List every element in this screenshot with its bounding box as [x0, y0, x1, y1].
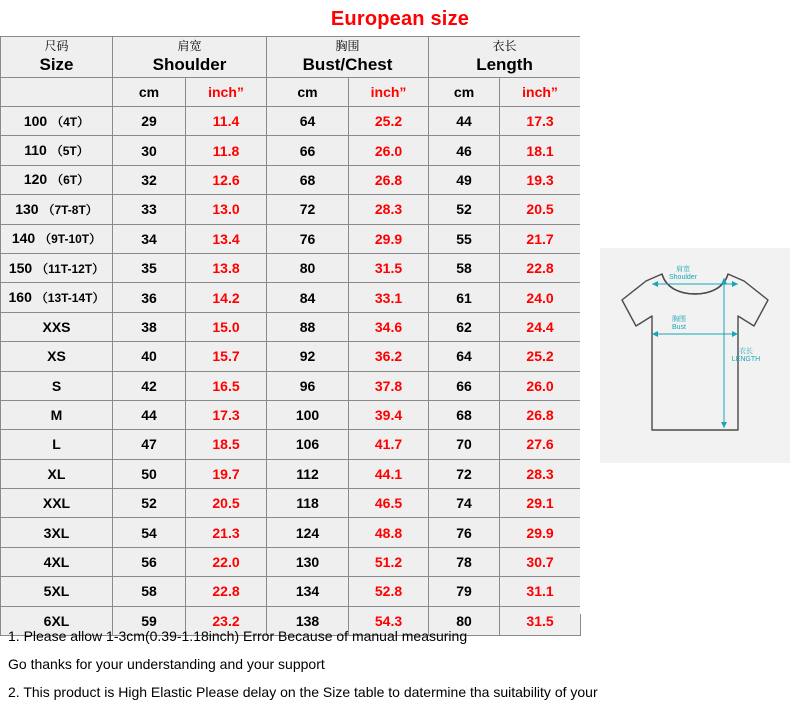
table-row [1, 107, 581, 136]
cell-length-cm: 52 [429, 195, 500, 224]
size-name: M [50, 407, 63, 424]
cell-size [1, 518, 113, 547]
size-age: （11T-12T） [36, 261, 105, 276]
cell-shoulder-inch: 22.0 [186, 547, 267, 576]
cell-bust-inch: 28.3 [349, 195, 429, 224]
table-row [1, 371, 581, 400]
unit-shoulder-inch: inch” [186, 78, 267, 107]
table-unit-row [1, 78, 581, 107]
cell-length-inch: 29.9 [500, 518, 581, 547]
length-label-cn: 衣长 [739, 348, 753, 355]
size-age: （9T-10T） [39, 232, 102, 247]
cell-bust-inch: 31.5 [349, 253, 429, 282]
cell-bust-cm: 130 [267, 547, 349, 576]
note-3: 2. This product is High Elastic Please delay on the Size table to datermine tha suitability of your [8, 684, 598, 700]
cell-length-cm: 58 [429, 253, 500, 282]
cell-length-cm: 46 [429, 136, 500, 165]
cell-size [1, 547, 113, 576]
cell-length-cm: 44 [429, 107, 500, 136]
cell-bust-cm: 96 [267, 371, 349, 400]
table-row [1, 400, 581, 429]
cell-size [1, 342, 113, 371]
cell-bust-inch: 52.8 [349, 577, 429, 606]
cell-bust-cm: 68 [267, 165, 349, 194]
cell-length-cm: 80 [429, 606, 500, 635]
cell-shoulder-inch: 14.2 [186, 283, 267, 312]
size-name: XL [47, 465, 66, 482]
cell-bust-inch: 46.5 [349, 489, 429, 518]
header-length-en: Length [476, 55, 533, 74]
table-row [1, 253, 581, 282]
size-age: （7T-8T） [42, 202, 98, 217]
note-2: Go thanks for your understanding and your support [8, 656, 325, 672]
garment-illustration-panel [580, 36, 800, 614]
unit-bust-cm: cm [267, 78, 349, 107]
cell-shoulder-cm: 59 [113, 606, 186, 635]
cell-length-cm: 72 [429, 459, 500, 488]
unit-blank [1, 78, 113, 107]
cell-size [1, 577, 113, 606]
note-1: 1. Please allow 1-3cm(0.39-1.18inch) Error Because of manual measuring [8, 628, 468, 644]
cell-shoulder-inch: 13.0 [186, 195, 267, 224]
cell-size [1, 107, 113, 136]
header-shoulder-en: Shoulder [152, 55, 227, 74]
cell-length-cm: 76 [429, 518, 500, 547]
cell-length-inch: 27.6 [500, 430, 581, 459]
unit-length-cm: cm [429, 78, 500, 107]
size-name: 100 [23, 112, 48, 129]
bust-label-cn: 胸围 [672, 316, 686, 323]
cell-length-inch: 20.5 [500, 195, 581, 224]
cell-length-cm: 70 [429, 430, 500, 459]
table-row [1, 195, 581, 224]
cell-size [1, 224, 113, 253]
cell-size [1, 371, 113, 400]
cell-bust-cm: 84 [267, 283, 349, 312]
cell-size [1, 312, 113, 341]
header-bust-cn: 胸围 [335, 39, 360, 53]
size-name: 140 [11, 230, 36, 247]
cell-shoulder-cm: 58 [113, 577, 186, 606]
cell-bust-inch: 39.4 [349, 400, 429, 429]
cell-length-inch: 24.4 [500, 312, 581, 341]
cell-bust-inch: 25.2 [349, 107, 429, 136]
cell-bust-inch: 36.2 [349, 342, 429, 371]
cell-length-inch: 26.8 [500, 400, 581, 429]
cell-length-inch: 26.0 [500, 371, 581, 400]
cell-bust-inch: 44.1 [349, 459, 429, 488]
cell-bust-cm: 76 [267, 224, 349, 253]
size-name: XS [47, 348, 66, 365]
size-name: 120 [23, 171, 48, 188]
cell-shoulder-inch: 15.0 [186, 312, 267, 341]
cell-bust-cm: 80 [267, 253, 349, 282]
cell-shoulder-inch: 13.8 [186, 253, 267, 282]
cell-size [1, 400, 113, 429]
cell-bust-inch: 26.8 [349, 165, 429, 194]
cell-shoulder-cm: 44 [113, 400, 186, 429]
cell-shoulder-cm: 54 [113, 518, 186, 547]
cell-shoulder-cm: 52 [113, 489, 186, 518]
cell-length-inch: 24.0 [500, 283, 581, 312]
cell-length-cm: 68 [429, 400, 500, 429]
cell-bust-cm: 66 [267, 136, 349, 165]
cell-size [1, 253, 113, 282]
cell-bust-inch: 54.3 [349, 606, 429, 635]
cell-shoulder-inch: 19.7 [186, 459, 267, 488]
table-row [1, 165, 581, 194]
cell-length-cm: 64 [429, 342, 500, 371]
cell-length-cm: 79 [429, 577, 500, 606]
unit-length-inch: inch” [500, 78, 581, 107]
bust-label-en: Bust [671, 324, 686, 331]
cell-bust-cm: 118 [267, 489, 349, 518]
table-row [1, 518, 581, 547]
cell-length-cm: 74 [429, 489, 500, 518]
cell-size [1, 489, 113, 518]
cell-length-inch: 25.2 [500, 342, 581, 371]
table-row [1, 136, 581, 165]
size-name: 3XL [43, 524, 70, 541]
footer-notes [0, 622, 800, 706]
shoulder-label-cn: 肩宽 [676, 266, 690, 273]
cell-length-inch: 19.3 [500, 165, 581, 194]
cell-bust-cm: 88 [267, 312, 349, 341]
cell-length-cm: 66 [429, 371, 500, 400]
cell-size [1, 283, 113, 312]
cell-size [1, 459, 113, 488]
table-row [1, 342, 581, 371]
cell-bust-cm: 100 [267, 400, 349, 429]
cell-shoulder-cm: 50 [113, 459, 186, 488]
cell-shoulder-inch: 12.6 [186, 165, 267, 194]
size-name: 110 [24, 142, 47, 159]
header-size-cn: 尺码 [44, 39, 69, 53]
cell-bust-inch: 48.8 [349, 518, 429, 547]
cell-shoulder-inch: 21.3 [186, 518, 267, 547]
cell-bust-inch: 29.9 [349, 224, 429, 253]
size-table [0, 36, 581, 636]
size-age: （4T） [51, 114, 90, 129]
cell-length-inch: 30.7 [500, 547, 581, 576]
cell-bust-cm: 138 [267, 606, 349, 635]
cell-length-cm: 61 [429, 283, 500, 312]
cell-shoulder-inch: 13.4 [186, 224, 267, 253]
size-name: 6XL [43, 612, 70, 629]
table-row [1, 430, 581, 459]
cell-bust-inch: 26.0 [349, 136, 429, 165]
cell-shoulder-cm: 29 [113, 107, 186, 136]
cell-length-inch: 31.5 [500, 606, 581, 635]
size-name: S [51, 377, 62, 394]
unit-bust-inch: inch” [349, 78, 429, 107]
table-row [1, 547, 581, 576]
cell-bust-inch: 34.6 [349, 312, 429, 341]
size-name: 150 [8, 259, 33, 276]
size-age: （5T） [50, 144, 89, 159]
cell-shoulder-inch: 22.8 [186, 577, 267, 606]
size-name: 130 [15, 200, 39, 217]
cell-length-inch: 22.8 [500, 253, 581, 282]
cell-shoulder-cm: 35 [113, 253, 186, 282]
garment-illustration [600, 248, 790, 463]
cell-bust-cm: 64 [267, 107, 349, 136]
cell-length-inch: 21.7 [500, 224, 581, 253]
cell-bust-cm: 106 [267, 430, 349, 459]
cell-shoulder-cm: 40 [113, 342, 186, 371]
cell-bust-cm: 134 [267, 577, 349, 606]
cell-shoulder-cm: 38 [113, 312, 186, 341]
cell-shoulder-cm: 42 [113, 371, 186, 400]
table-row [1, 459, 581, 488]
cell-shoulder-inch: 20.5 [186, 489, 267, 518]
cell-length-cm: 49 [429, 165, 500, 194]
header-bust [267, 37, 429, 78]
header-size [1, 37, 113, 78]
table-row [1, 283, 581, 312]
cell-bust-inch: 37.8 [349, 371, 429, 400]
bust-measure-label [658, 316, 700, 332]
cell-shoulder-inch: 18.5 [186, 430, 267, 459]
cell-shoulder-cm: 33 [113, 195, 186, 224]
cell-length-inch: 28.3 [500, 459, 581, 488]
header-length-cn: 衣长 [492, 39, 517, 53]
length-label-en: LENGTH [731, 356, 761, 363]
size-name: L [52, 436, 61, 453]
cell-size [1, 136, 113, 165]
cell-shoulder-cm: 47 [113, 430, 186, 459]
cell-shoulder-cm: 36 [113, 283, 186, 312]
header-length [429, 37, 581, 78]
cell-shoulder-cm: 34 [113, 224, 186, 253]
cell-size [1, 430, 113, 459]
cell-bust-cm: 124 [267, 518, 349, 547]
table-row [1, 489, 581, 518]
table-header-row [1, 37, 581, 78]
cell-shoulder-inch: 23.2 [186, 606, 267, 635]
shoulder-label-en: Shoulder [668, 274, 698, 281]
size-name: XXS [42, 318, 71, 335]
table-row [1, 224, 581, 253]
unit-shoulder-cm: cm [113, 78, 186, 107]
table-row [1, 312, 581, 341]
size-age: （6T） [51, 173, 90, 188]
shoulder-measure-label [658, 266, 708, 282]
page-title: European size [330, 8, 470, 30]
cell-bust-cm: 92 [267, 342, 349, 371]
header-bust-en: Bust/Chest [302, 55, 393, 74]
cell-shoulder-inch: 11.8 [186, 136, 267, 165]
cell-shoulder-inch: 11.4 [186, 107, 267, 136]
cell-bust-inch: 41.7 [349, 430, 429, 459]
cell-bust-inch: 33.1 [349, 283, 429, 312]
length-measure-label [726, 348, 766, 364]
size-name: 5XL [43, 583, 70, 600]
header-size-en: Size [39, 55, 74, 74]
size-name: XXL [42, 495, 71, 512]
cell-length-cm: 62 [429, 312, 500, 341]
cell-shoulder-inch: 17.3 [186, 400, 267, 429]
cell-shoulder-inch: 15.7 [186, 342, 267, 371]
cell-length-inch: 31.1 [500, 577, 581, 606]
cell-bust-inch: 51.2 [349, 547, 429, 576]
cell-length-inch: 18.1 [500, 136, 581, 165]
size-name: 160 [8, 289, 32, 306]
size-name: 4XL [43, 554, 70, 571]
cell-bust-cm: 112 [267, 459, 349, 488]
header-shoulder-cn: 肩宽 [177, 39, 202, 53]
cell-length-cm: 78 [429, 547, 500, 576]
cell-shoulder-cm: 56 [113, 547, 186, 576]
cell-shoulder-cm: 32 [113, 165, 186, 194]
cell-length-inch: 29.1 [500, 489, 581, 518]
cell-length-inch: 17.3 [500, 107, 581, 136]
cell-size [1, 165, 113, 194]
cell-shoulder-cm: 30 [113, 136, 186, 165]
cell-shoulder-inch: 16.5 [186, 371, 267, 400]
cell-bust-cm: 72 [267, 195, 349, 224]
cell-size [1, 195, 113, 224]
header-shoulder [113, 37, 267, 78]
cell-length-cm: 55 [429, 224, 500, 253]
table-row [1, 577, 581, 606]
size-age: （13T-14T） [35, 291, 105, 306]
